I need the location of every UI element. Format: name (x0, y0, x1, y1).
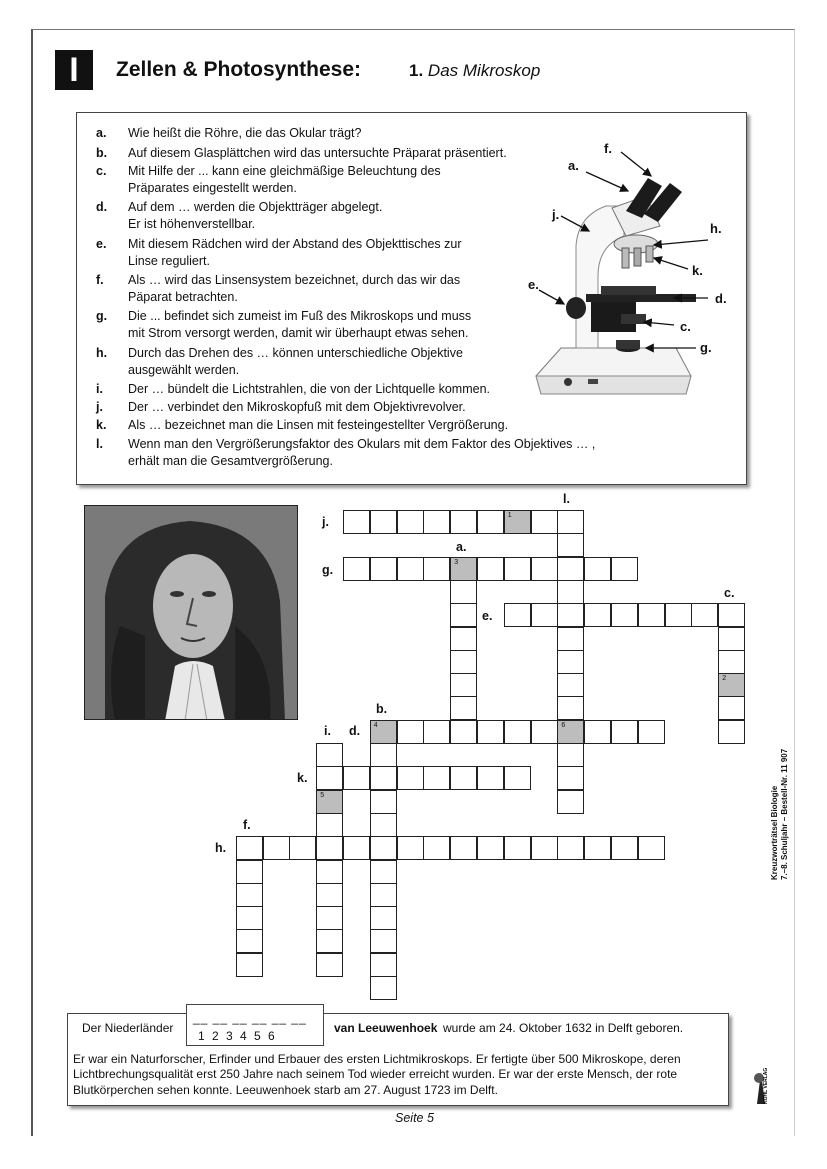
crossword-cell[interactable] (370, 836, 397, 860)
crossword-cell[interactable] (450, 580, 477, 604)
crossword-cell[interactable] (557, 790, 584, 814)
crossword-cell[interactable] (477, 836, 504, 860)
clue-text: Päparat betrachten. (128, 290, 238, 304)
page-number: Seite 5 (395, 1111, 434, 1125)
crossword-label-j: j. (322, 515, 329, 529)
crossword-cell[interactable] (504, 720, 531, 744)
crossword-label-b: b. (376, 702, 388, 716)
crossword-cell[interactable] (370, 953, 397, 977)
crossword-cell[interactable] (584, 836, 611, 860)
crossword-cell[interactable] (450, 696, 477, 720)
crossword-cell[interactable] (665, 603, 692, 627)
crossword-cell[interactable] (638, 720, 665, 744)
solution-number: 6 (561, 721, 566, 729)
microscope-label-g: g. (700, 340, 712, 355)
microscope-label-f: f. (604, 141, 612, 156)
crossword-cell[interactable] (370, 906, 397, 930)
crossword-cell[interactable] (718, 627, 745, 651)
microscope-label-a: a. (568, 158, 579, 173)
microscope-label-d: d. (715, 291, 727, 306)
crossword-cell[interactable] (316, 790, 343, 814)
crossword-cell[interactable] (343, 510, 370, 534)
clue-letter: d. (96, 200, 108, 214)
page-subtitle (409, 61, 540, 81)
crossword-cell[interactable] (718, 696, 745, 720)
crossword-cell[interactable] (397, 836, 424, 860)
crossword-cell[interactable] (531, 836, 558, 860)
crossword-cell[interactable] (718, 673, 745, 697)
solution-number: 2 (722, 675, 727, 683)
clue-letter: f. (96, 273, 104, 287)
clue-letter: l. (96, 437, 103, 451)
crossword-cell[interactable] (316, 836, 343, 860)
crossword-cell[interactable] (397, 766, 424, 790)
microscope-illustration (526, 136, 741, 406)
crossword-cell[interactable] (504, 510, 531, 534)
crossword-cell[interactable] (584, 603, 611, 627)
leeuwenhoek-portrait (84, 505, 298, 720)
crossword-cell[interactable] (343, 557, 370, 581)
crossword-cell[interactable] (236, 906, 263, 930)
crossword-cell[interactable] (504, 836, 531, 860)
clue-text: Mit Hilfe der ... kann eine gleichmäßige Beleuchtung des (128, 164, 441, 178)
crossword-cell[interactable] (477, 766, 504, 790)
crossword-cell[interactable] (450, 720, 477, 744)
crossword-cell[interactable] (638, 603, 665, 627)
clue-text: Der … bündelt die Lichtstrahlen, die von der Lichtquelle kommen. (128, 382, 491, 396)
crossword-cell[interactable] (397, 557, 424, 581)
crossword-cell[interactable] (611, 836, 638, 860)
crossword-cell[interactable] (557, 673, 584, 697)
publisher-logo (751, 1068, 785, 1106)
crossword-cell[interactable] (718, 650, 745, 674)
clue-letter: a. (96, 126, 107, 140)
crossword-cell[interactable] (584, 720, 611, 744)
crossword-cell[interactable] (316, 929, 343, 953)
info-box (67, 1013, 729, 1106)
crossword-cell[interactable] (370, 860, 397, 884)
crossword-cell[interactable] (370, 766, 397, 790)
publisher-tree-icon (751, 1068, 785, 1106)
clue-text: Wie heißt die Röhre, die das Okular trägt? (128, 126, 362, 140)
crossword-cell[interactable] (557, 533, 584, 557)
crossword-label-g: g. (322, 563, 334, 577)
crossword-cell[interactable] (343, 836, 370, 860)
crossword-cell[interactable] (370, 720, 397, 744)
crossword-cell[interactable] (557, 720, 584, 744)
crossword-cell[interactable] (316, 743, 343, 767)
side-credit-line-1: Kreuzworträtsel Biologie (770, 785, 779, 880)
solution-number: 4 (373, 721, 378, 729)
solution-number: 1 (507, 512, 512, 519)
crossword-cell[interactable] (504, 603, 531, 627)
crossword-cell[interactable] (236, 883, 263, 907)
crossword-cell[interactable] (557, 580, 584, 604)
crossword-cell[interactable] (531, 720, 558, 744)
crossword-cell[interactable] (343, 766, 370, 790)
crossword-cell[interactable] (450, 603, 477, 627)
crossword-cell[interactable] (557, 627, 584, 651)
solution-tab (186, 1004, 324, 1046)
clue-text: mit Strom versorgt werden, damit wir überhaupt etwas sehen. (128, 326, 469, 340)
crossword-cell[interactable] (236, 929, 263, 953)
crossword-label-c: c. (724, 586, 735, 600)
clue-text: Mit diesem Rädchen wird der Abstand des Objekttisches zur (128, 237, 462, 251)
clue-text: Linse reguliert. (128, 254, 210, 268)
crossword-cell[interactable] (504, 766, 531, 790)
solution-number: 5 (320, 791, 325, 799)
publisher-text: KOHL VERLAG (763, 1068, 769, 1104)
info-line-2: Lichtbrechungsqualität erst 250 Jahre nach seinem Tod wieder erreicht wurden. Er war der erste Mensch, der rote (73, 1067, 678, 1081)
clue-letter: b. (96, 146, 108, 160)
clue-text: Die ... befindet sich zumeist im Fuß des Mikroskops und muss (128, 309, 472, 323)
clue-text: Er ist höhenverstellbar. (128, 217, 256, 231)
side-credit (770, 749, 790, 880)
crossword-label-d: d. (349, 724, 361, 738)
crossword-cell[interactable] (611, 557, 638, 581)
crossword-cell[interactable] (316, 906, 343, 930)
crossword-cell[interactable] (423, 510, 450, 534)
clue-text: Als … bezeichnet man die Linsen mit festeingestellter Vergrößerung. (128, 418, 509, 432)
crossword-cell[interactable] (370, 510, 397, 534)
crossword-cell[interactable] (477, 510, 504, 534)
crossword-cell[interactable] (557, 743, 584, 767)
info-line-3: Blutkörperchen sehen konnte. Leeuwenhoek starb am 27. August 1723 im Delft. (73, 1083, 498, 1097)
crossword-cell[interactable] (316, 883, 343, 907)
crossword-cell[interactable] (450, 557, 477, 581)
crossword-cell[interactable] (236, 836, 263, 860)
info-line-1: Er war ein Naturforscher, Erfinder und Erbauer des ersten Lichtmikroskops. Er fertigte über 500 Mikroskope, deren (73, 1052, 681, 1066)
clue-letter: j. (96, 400, 103, 414)
clue-text: Als … wird das Linsensystem bezeichnet, durch das wir das (128, 273, 461, 287)
clue-text: Wenn man den Vergrößerungsfaktor des Okulars mit dem Faktor des Objektives … , (128, 437, 596, 451)
crossword-cell[interactable] (289, 836, 316, 860)
crossword-cell[interactable] (557, 557, 584, 581)
crossword-cell[interactable] (263, 836, 290, 860)
crossword-cell[interactable] (236, 953, 263, 977)
info-prefix: Der Niederländer (82, 1021, 174, 1035)
crossword-label-e: e. (482, 609, 493, 623)
microscope-label-j: j. (552, 207, 560, 222)
subtitle-number: 1. (409, 61, 424, 80)
crossword-cell[interactable] (450, 673, 477, 697)
clue-letter: c. (96, 164, 107, 178)
crossword-label-a: a. (456, 540, 467, 554)
crossword-cell[interactable] (450, 510, 477, 534)
solution-blanks[interactable]: __ __ __ __ __ __ (193, 1011, 307, 1025)
crossword-cell[interactable] (397, 510, 424, 534)
crossword-cell[interactable] (450, 836, 477, 860)
clue-text: Der … verbindet den Mikroskopfuß mit dem Objektivrevolver. (128, 400, 466, 414)
clue-text: erhält man die Gesamtvergrößerung. (128, 454, 333, 468)
clue-letter: e. (96, 237, 107, 251)
crossword-cell[interactable] (316, 813, 343, 837)
crossword-cell[interactable] (316, 860, 343, 884)
clue-text: ausgewählt werden. (128, 363, 240, 377)
crossword-cell[interactable] (718, 720, 745, 744)
crossword-label-i: i. (324, 724, 331, 738)
clue-text: Auf diesem Glasplättchen wird das untersuchte Präparat präsentiert. (128, 146, 507, 160)
crossword-cell[interactable] (423, 720, 450, 744)
microscope-label-k: k. (692, 263, 703, 278)
crossword-cell[interactable] (236, 860, 263, 884)
crossword-cell[interactable] (718, 603, 745, 627)
crossword-cell[interactable] (370, 743, 397, 767)
crossword-cell[interactable] (638, 836, 665, 860)
microscope-label-h: h. (710, 221, 722, 236)
crossword-label-k: k. (297, 771, 308, 785)
crossword-cell[interactable] (611, 603, 638, 627)
crossword-label-f: f. (243, 818, 251, 832)
side-credit-line-2: 7.–8. Schuljahr – Bestell-Nr. 11 907 (780, 748, 789, 880)
microscope-label-e: e. (528, 277, 539, 292)
crossword-label-h: h. (215, 841, 227, 855)
clue-letter: i. (96, 382, 103, 396)
clue-box (76, 112, 747, 485)
clue-text: Präparates eingestellt werden. (128, 181, 297, 195)
crossword-cell[interactable] (397, 720, 424, 744)
microscope-drawing (526, 136, 741, 406)
crossword-cell[interactable] (557, 696, 584, 720)
crossword-cell[interactable] (423, 557, 450, 581)
crossword-cell[interactable] (531, 557, 558, 581)
crossword-cell[interactable] (423, 766, 450, 790)
crossword-cell[interactable] (370, 976, 397, 1000)
crossword-cell[interactable] (531, 603, 558, 627)
crossword-cell[interactable] (316, 953, 343, 977)
crossword-cell[interactable] (531, 510, 558, 534)
clue-letter: g. (96, 309, 108, 323)
crossword-cell[interactable] (477, 720, 504, 744)
crossword-cell[interactable] (611, 720, 638, 744)
crossword-cell[interactable] (557, 650, 584, 674)
crossword-cell[interactable] (450, 627, 477, 651)
info-born: wurde am 24. Oktober 1632 in Delft geboren. (443, 1021, 684, 1035)
crossword-cell[interactable] (691, 603, 718, 627)
solution-numbers: 1 2 3 4 5 6 (198, 1029, 277, 1043)
microscope-label-c: c. (680, 319, 691, 334)
crossword-cell[interactable] (557, 766, 584, 790)
crossword-cell[interactable] (370, 790, 397, 814)
crossword-label-l: l. (563, 492, 570, 506)
crossword-cell[interactable] (423, 836, 450, 860)
crossword-cell[interactable] (477, 557, 504, 581)
solution-number: 3 (454, 558, 459, 566)
crossword-cell[interactable] (557, 603, 584, 627)
chapter-badge: I (55, 50, 93, 90)
portrait-drawing (85, 506, 298, 720)
crossword-cell[interactable] (450, 650, 477, 674)
crossword-cell[interactable] (584, 557, 611, 581)
crossword-cell[interactable] (370, 557, 397, 581)
crossword-cell[interactable] (557, 836, 584, 860)
clue-text: Durch das Drehen des … können unterschiedliche Objektive (128, 346, 463, 360)
crossword-cell[interactable] (370, 813, 397, 837)
crossword-cell[interactable] (370, 929, 397, 953)
info-name: van Leeuwenhoek (334, 1021, 438, 1035)
clue-letter: k. (96, 418, 107, 432)
page-title: Zellen & Photosynthese: (116, 58, 362, 81)
crossword-cell[interactable] (504, 557, 531, 581)
crossword-cell[interactable] (450, 766, 477, 790)
subtitle-text: Das Mikroskop (427, 61, 541, 80)
crossword-cell[interactable] (557, 510, 584, 534)
clue-text: Auf dem … werden die Objektträger abgelegt. (128, 200, 383, 214)
clue-letter: h. (96, 346, 108, 360)
crossword-cell[interactable] (370, 883, 397, 907)
crossword-cell[interactable] (316, 766, 343, 790)
